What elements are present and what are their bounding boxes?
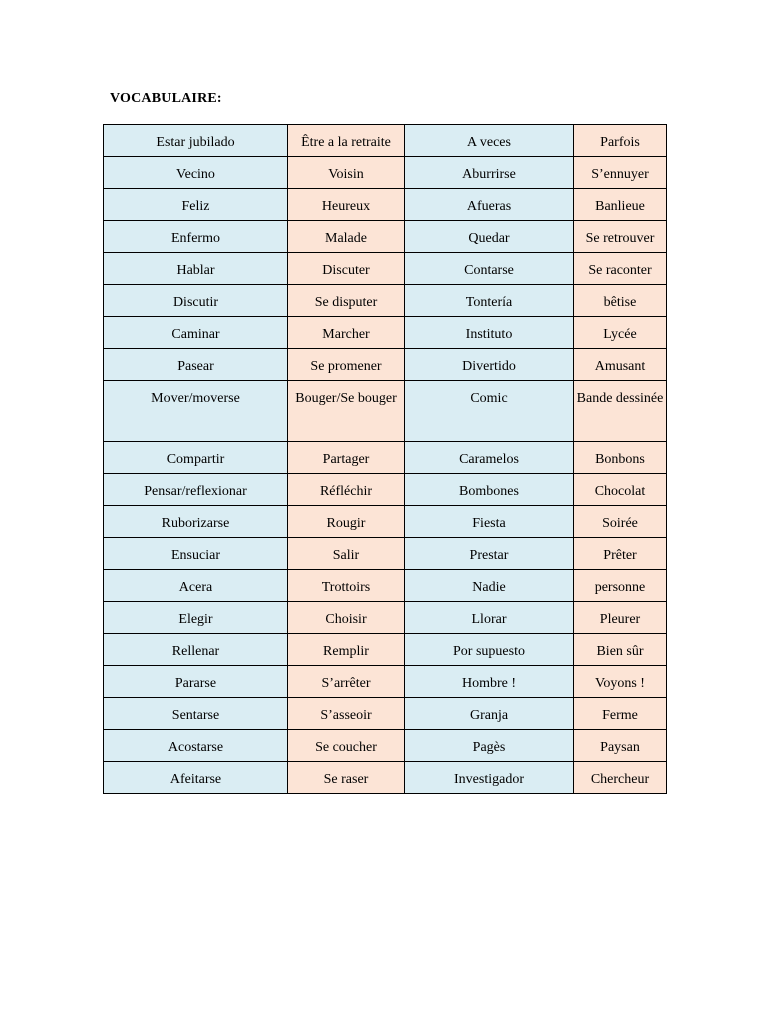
- table-row: [104, 381, 667, 442]
- table-row: [104, 698, 667, 730]
- table-cell-french-word: Choisir: [288, 602, 405, 634]
- table-row: [104, 666, 667, 698]
- table-cell-french-word: Voisin: [288, 157, 405, 189]
- table-cell-spanish-word: Tontería: [405, 285, 574, 317]
- table-cell-french-word: Se raser: [288, 762, 405, 794]
- table-cell-spanish-word: Divertido: [405, 349, 574, 381]
- table-cell-french-word: Rougir: [288, 506, 405, 538]
- table-row: [104, 762, 667, 794]
- table-cell-french-word: Amusant: [574, 349, 667, 381]
- table-cell-spanish-word: Pagès: [405, 730, 574, 762]
- table-cell-spanish-word: A veces: [405, 125, 574, 157]
- page-title: VOCABULAIRE:: [110, 91, 222, 106]
- table-cell-spanish-word: Comic: [405, 381, 574, 442]
- table-cell-spanish-word: Prestar: [405, 538, 574, 570]
- table-cell-french-word: Parfois: [574, 125, 667, 157]
- table-cell-french-word: Salir: [288, 538, 405, 570]
- table-cell-french-word: Se disputer: [288, 285, 405, 317]
- table-cell-spanish-word: Compartir: [104, 442, 288, 474]
- table-cell-french-word: Bande dessinée: [574, 381, 667, 442]
- table-row: [104, 602, 667, 634]
- table-cell-french-word: Paysan: [574, 730, 667, 762]
- table-cell-french-word: Banlieue: [574, 189, 667, 221]
- table-cell-spanish-word: Ensuciar: [104, 538, 288, 570]
- table-cell-french-word: Se retrouver: [574, 221, 667, 253]
- table-cell-spanish-word: Llorar: [405, 602, 574, 634]
- table-cell-spanish-word: Aburrirse: [405, 157, 574, 189]
- table-cell-spanish-word: Afeitarse: [104, 762, 288, 794]
- table-row: [104, 634, 667, 666]
- table-cell-spanish-word: Ruborizarse: [104, 506, 288, 538]
- table-cell-spanish-word: Afueras: [405, 189, 574, 221]
- table-cell-french-word: Chercheur: [574, 762, 667, 794]
- table-cell-spanish-word: Mover/moverse: [104, 381, 288, 442]
- table-cell-french-word: Lycée: [574, 317, 667, 349]
- table-cell-spanish-word: Estar jubilado: [104, 125, 288, 157]
- table-row: [104, 157, 667, 189]
- table-cell-spanish-word: Caminar: [104, 317, 288, 349]
- table-cell-french-word: Marcher: [288, 317, 405, 349]
- table-row: [104, 253, 667, 285]
- table-cell-spanish-word: Contarse: [405, 253, 574, 285]
- table-cell-spanish-word: Instituto: [405, 317, 574, 349]
- table-cell-spanish-word: Enfermo: [104, 221, 288, 253]
- table-cell-french-word: Ferme: [574, 698, 667, 730]
- table-cell-french-word: bêtise: [574, 285, 667, 317]
- table-row: [104, 730, 667, 762]
- table-cell-french-word: Bouger/Se bouger: [288, 381, 405, 442]
- table-cell-french-word: Discuter: [288, 253, 405, 285]
- table-row: [104, 506, 667, 538]
- table-cell-french-word: Réfléchir: [288, 474, 405, 506]
- table-cell-french-word: S’arrêter: [288, 666, 405, 698]
- table-cell-french-word: Pleurer: [574, 602, 667, 634]
- table-cell-spanish-word: Caramelos: [405, 442, 574, 474]
- table-cell-french-word: Partager: [288, 442, 405, 474]
- table-row: [104, 317, 667, 349]
- table-cell-spanish-word: Pasear: [104, 349, 288, 381]
- table-row: [104, 442, 667, 474]
- table-row: [104, 349, 667, 381]
- table-cell-french-word: Soirée: [574, 506, 667, 538]
- vocabulary-table: [103, 124, 667, 794]
- table-cell-spanish-word: Discutir: [104, 285, 288, 317]
- table-cell-spanish-word: Fiesta: [405, 506, 574, 538]
- table-cell-french-word: Chocolat: [574, 474, 667, 506]
- table-cell-french-word: Prêter: [574, 538, 667, 570]
- table-cell-spanish-word: Granja: [405, 698, 574, 730]
- table-cell-spanish-word: Feliz: [104, 189, 288, 221]
- table-cell-spanish-word: Pensar/reflexionar: [104, 474, 288, 506]
- table-cell-spanish-word: Vecino: [104, 157, 288, 189]
- table-cell-french-word: Se coucher: [288, 730, 405, 762]
- table-cell-french-word: Se raconter: [574, 253, 667, 285]
- table-cell-spanish-word: Quedar: [405, 221, 574, 253]
- table-row: [104, 189, 667, 221]
- table-cell-spanish-word: Rellenar: [104, 634, 288, 666]
- table-cell-french-word: S’asseoir: [288, 698, 405, 730]
- table-cell-spanish-word: Nadie: [405, 570, 574, 602]
- table-cell-french-word: Bonbons: [574, 442, 667, 474]
- table-cell-spanish-word: Investigador: [405, 762, 574, 794]
- table-cell-french-word: Trottoirs: [288, 570, 405, 602]
- table-row: [104, 221, 667, 253]
- table-cell-spanish-word: Hablar: [104, 253, 288, 285]
- table-cell-spanish-word: Pararse: [104, 666, 288, 698]
- table-cell-french-word: Voyons !: [574, 666, 667, 698]
- table-row: [104, 538, 667, 570]
- table-cell-french-word: Heureux: [288, 189, 405, 221]
- table-cell-spanish-word: Acera: [104, 570, 288, 602]
- table-cell-french-word: Être a la retraite: [288, 125, 405, 157]
- table-cell-spanish-word: Sentarse: [104, 698, 288, 730]
- table-cell-french-word: personne: [574, 570, 667, 602]
- table-row: [104, 125, 667, 157]
- table-cell-spanish-word: Por supuesto: [405, 634, 574, 666]
- table-cell-french-word: Malade: [288, 221, 405, 253]
- table-cell-spanish-word: Hombre !: [405, 666, 574, 698]
- table-cell-french-word: S’ennuyer: [574, 157, 667, 189]
- table-cell-french-word: Remplir: [288, 634, 405, 666]
- table-cell-spanish-word: Bombones: [405, 474, 574, 506]
- table-row: [104, 285, 667, 317]
- table-cell-spanish-word: Elegir: [104, 602, 288, 634]
- table-cell-french-word: Se promener: [288, 349, 405, 381]
- table-row: [104, 570, 667, 602]
- table-cell-french-word: Bien sûr: [574, 634, 667, 666]
- table-row: [104, 474, 667, 506]
- table-cell-spanish-word: Acostarse: [104, 730, 288, 762]
